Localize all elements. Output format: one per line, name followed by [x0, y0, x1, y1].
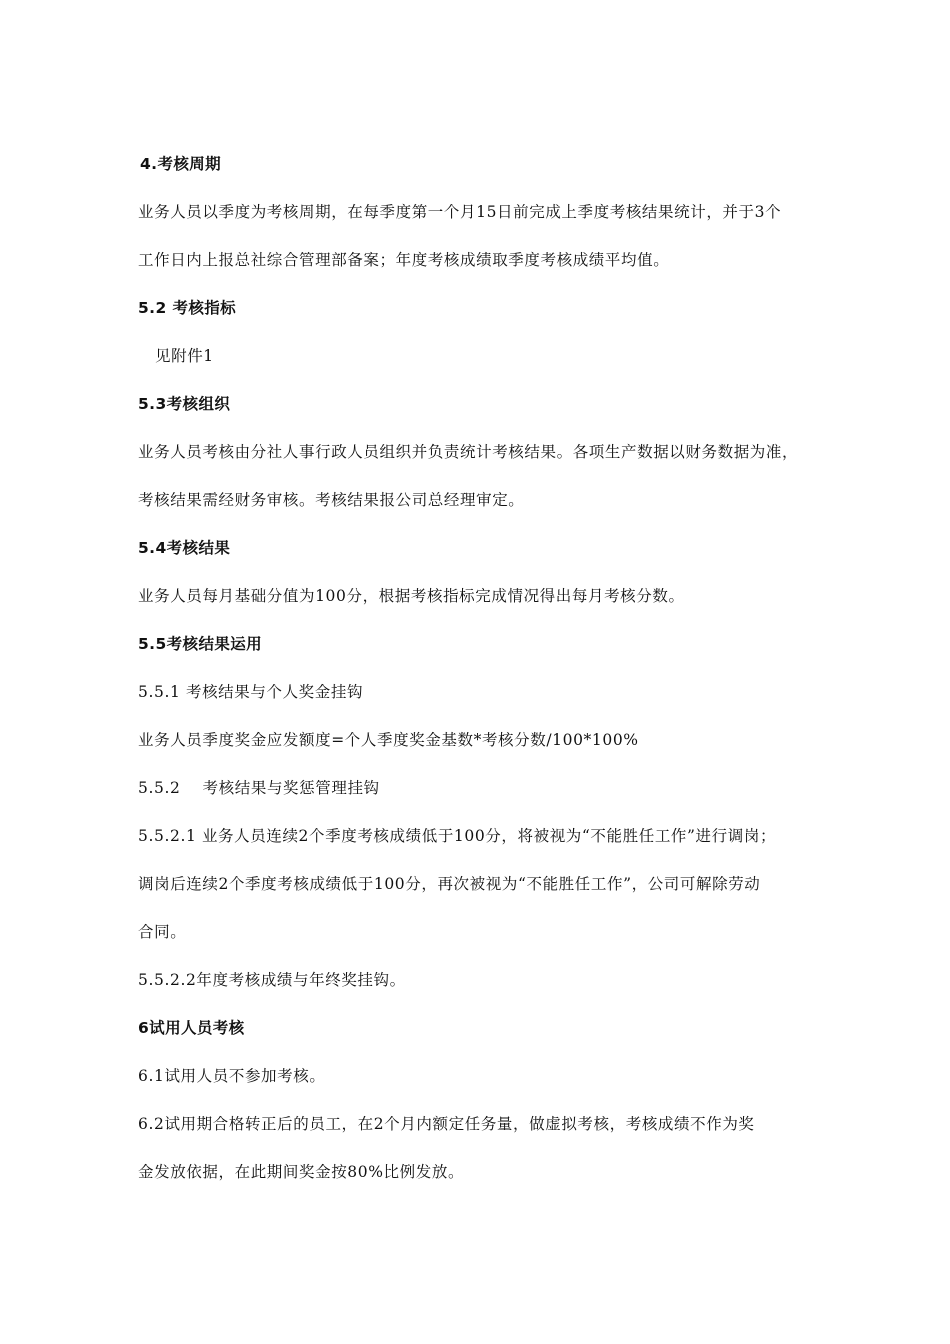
section-heading-5-3: 5.3考核组织 — [138, 395, 231, 413]
paragraph-line: 6.1试用人员不参加考核。 — [138, 1067, 326, 1085]
paragraph-line: 业务人员考核由分社人事行政人员组织并负责统计考核结果。各项生产数据以财务数据为准， — [138, 443, 799, 461]
section-heading-5-4: 5.4考核结果 — [138, 539, 231, 557]
paragraph-line: 业务人员每月基础分值为100分，根据考核指标完成情况得出每月考核分数。 — [138, 587, 685, 605]
paragraph-line: 见附件1 — [155, 347, 214, 365]
section-heading-6: 6试用人员考核 — [138, 1019, 245, 1037]
paragraph-line: 调岗后连续2个季度考核成绩低于100分，再次被视为“不能胜任工作”，公司可解除劳动 — [138, 875, 761, 893]
paragraph-line: 业务人员季度奖金应发额度=个人季度奖金基数*考核分数/100*100% — [138, 731, 639, 749]
subsection-heading-5-5-2: 5.5.2 考核结果与奖惩管理挂钩 — [138, 779, 380, 797]
paragraph-line: 考核结果需经财务审核。考核结果报公司总经理审定。 — [138, 491, 525, 509]
paragraph-line: 金发放依据，在此期间奖金按80%比例发放。 — [138, 1163, 465, 1181]
paragraph-line: 5.5.2.2年度考核成绩与年终奖挂钩。 — [138, 971, 406, 989]
subsection-heading-5-5-1: 5.5.1 考核结果与个人奖金挂钩 — [138, 683, 364, 701]
section-heading-5-2: 5.2 考核指标 — [138, 299, 237, 317]
section-heading-5-5: 5.5考核结果运用 — [138, 635, 263, 653]
paragraph-line: 合同。 — [138, 923, 187, 941]
paragraph-line: 6.2试用期合格转正后的员工，在2个月内额定任务量，做虚拟考核，考核成绩不作为奖 — [138, 1115, 755, 1133]
paragraph-line: 业务人员以季度为考核周期，在每季度第一个月15日前完成上季度考核结果统计，并于3个 — [138, 203, 782, 221]
paragraph-line: 5.5.2.1 业务人员连续2个季度考核成绩低于100分，将被视为“不能胜任工作”进行调岗； — [138, 827, 777, 845]
section-heading-4: 4.考核周期 — [140, 155, 222, 173]
paragraph-line: 工作日内上报总社综合管理部备案；年度考核成绩取季度考核成绩平均值。 — [138, 251, 670, 269]
